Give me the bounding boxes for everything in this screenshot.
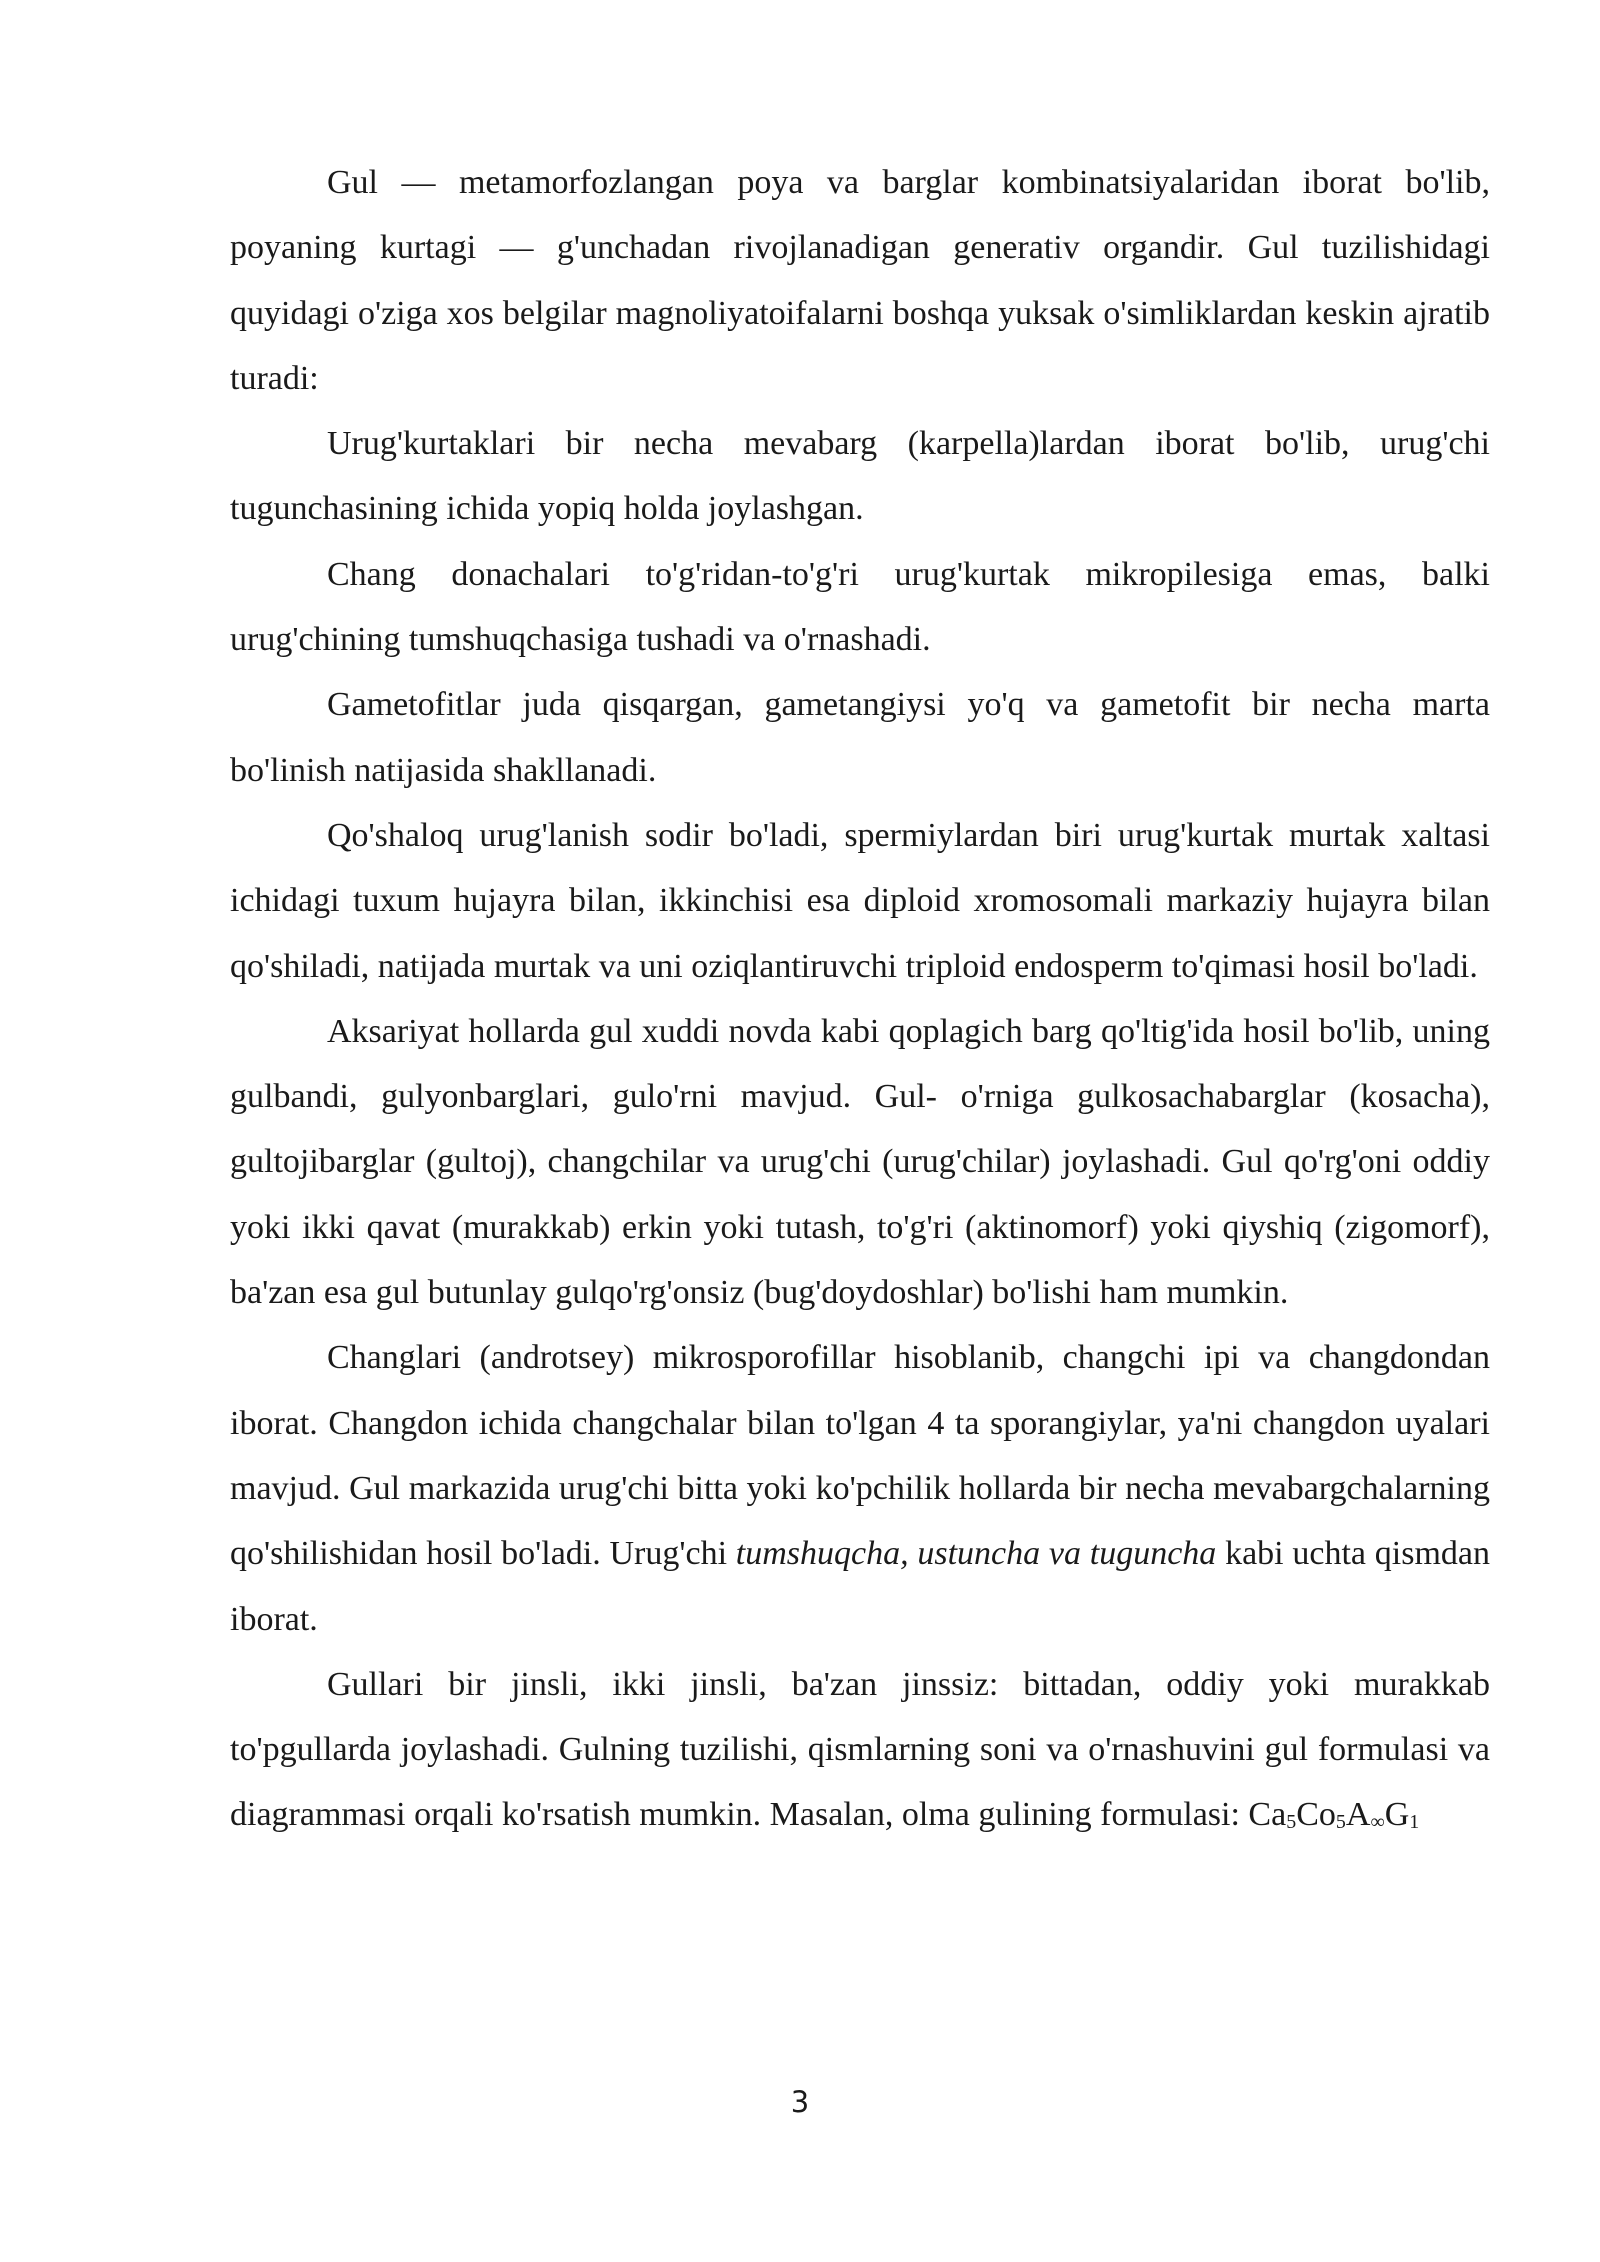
paragraph: Gul — metamorfozlangan poya va barglar kombinatsiyalaridan iborat bo'lib, poyaning kurtagi — g'unchadan rivojlanadigan generativ organdir. Gul tuzilishidagi quyidagi o'ziga xos belgilar magnoliyatoifalarni boshqa yuksak o'simliklardan keskin ajratib turadi: (230, 164, 1490, 397)
page-number: 3 (790, 2085, 810, 2119)
body-text (230, 150, 1490, 1848)
paragraph-formula (230, 1652, 1490, 1848)
paragraph: Gametofitlar juda qisqargan, gametangiysi yo'q va gametofit bir necha marta bo'linish natijasida shakllanadi. (230, 686, 1490, 789)
paragraph: Qo'shaloq urug'lanish sodir bo'ladi, spermiylardan biri urug'kurtak murtak xaltasi ichidagi tuxum hujayra bilan, ikkinchisi esa diploid xromosomali markaziy hujayra bilan qo'shiladi, natijada murtak va uni oziqlantiruvchi triploid endosperm to'qimasi hosil bo'ladi. (230, 816, 1490, 985)
paragraph: Chang donachalari to'g'ridan-to'g'ri urug'kurtak mikropilesiga emas, balki urug'chining tumshuqchasiga tushadi va o'rnashadi. (230, 555, 1490, 659)
paragraph-text: Changlari (androtsey) mikrosporofillar hisoblanib, changchi ipi va changdondan iborat. Changdon ichida changchalar bilan to'lgan 4 ta sporangiylar, ya'ni changdon uyalari mavjud. Gul markazida urug'chi bitta yoki ko'pchilik hollarda bir necha mevabargchalarning qo'shilishidan hosil bo'ladi. Urug'chi (230, 1339, 1490, 1573)
paragraph-androtsey (230, 1325, 1490, 1651)
paragraph: Urug'kurtaklari bir necha mevabarg (karpella)lardan iborat bo'lib, urug'chi tugunchasining ichida yopiq holda joylashgan. (230, 425, 1490, 528)
paragraph: Aksariyat hollarda gul xuddi novda kabi qoplagich barg qo'ltig'ida hosil bo'lib, uning gulbandi, gulyonbarglari, gulo'rni mavjud. Gul- o'rniga gulkosachabarglar (kosacha), gultojibarglar (gultoj), changchilar va urug'chi (urug'chilar) joylashadi. Gul qo'rg'oni oddiy yoki ikki qavat (murakkab) erkin yoki tutash, to'g'ri (aktinomorf) yoki qiyshiq (zigomorf), ba'zan esa gul butunlay gulqo'rg'onsiz (bug'doydoshlar) bo'lishi ham mumkin. (230, 1012, 1490, 1312)
paragraph-tail: kabi uchta qismdan iborat. (230, 1535, 1490, 1638)
italic-term: tumshuqcha, ustuncha va tuguncha (735, 1535, 1217, 1573)
paragraph-text: Gullari bir jinsli, ikki jinsli, ba'zan jinssiz: bittadan, oddiy yoki murakkab to'pgullarda joylashadi. Gulning tuzilishi, qismlarning soni va o'rnashuvini gul formulasi va diagrammasi orqali ko'rsatish mumkin. Masalan, olma gulining formulasi: (230, 1665, 1490, 1834)
flower-formula: $Ca_5Co_5A_\infty G_1$ (1248, 1796, 1420, 1834)
